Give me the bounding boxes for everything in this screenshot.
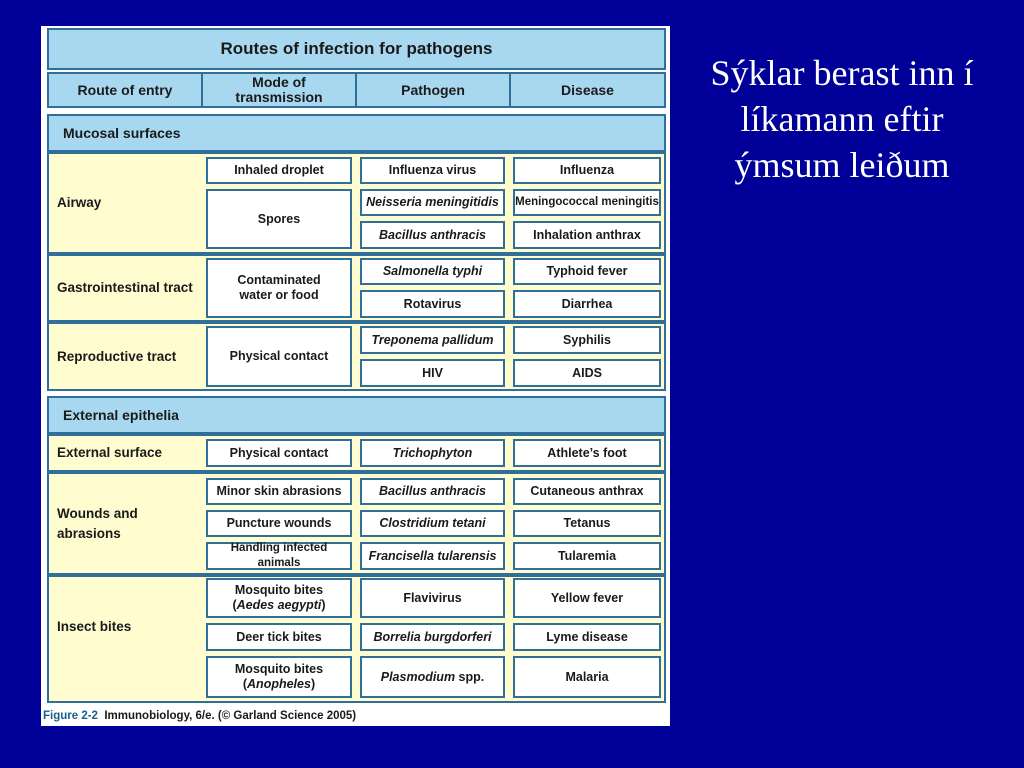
mode-minor-skin-abrasions: Minor skin abrasions: [206, 478, 352, 505]
route-reproductive-tract: Reproductive tract: [57, 348, 177, 364]
mode-physical-contact-external: Physical contact: [206, 439, 352, 467]
caption-source: Immunobiology, 6/e. (© Garland Science 2005): [104, 710, 357, 722]
pathogen-bacillus-anthracis-wounds: Bacillus anthracis: [360, 478, 505, 505]
mode-contaminated-water: [206, 258, 352, 318]
pathogen-francisella-tularensis: Francisella tularensis: [360, 542, 505, 570]
disease-athletes-foot: Athlete’s foot: [513, 439, 661, 467]
mode-mosquito-aedes-main: Mosquito bites: [234, 583, 324, 597]
pathogen-flavivirus: Flavivirus: [360, 578, 505, 618]
disease-lyme-disease: Lyme disease: [513, 623, 661, 651]
disease-influenza: Influenza: [513, 157, 661, 184]
mode-inhaled-droplet: Inhaled droplet: [206, 157, 352, 184]
pathogen-plasmodium-genus: Plasmodium: [380, 669, 456, 684]
pathogen-plasmodium-text: [381, 670, 485, 685]
mode-mosquito-anopheles-main: Mosquito bites: [234, 662, 324, 676]
disease-typhoid-fever: Typhoid fever: [513, 258, 661, 285]
section-mucosal-surfaces: Mucosal surfaces: [47, 114, 666, 152]
mode-physical-contact-reproductive: Physical contact: [206, 326, 352, 387]
column-header-pathogen: Pathogen: [355, 72, 511, 108]
column-header-route: Route of entry: [47, 72, 203, 108]
disease-cutaneous-anthrax: Cutaneous anthrax: [513, 478, 661, 505]
pathogen-hiv: HIV: [360, 359, 505, 387]
mode-mosquito-aedes-text: Mosquito bites (Aedes aegypti): [232, 583, 326, 612]
column-header-disease: Disease: [509, 72, 666, 108]
mode-spores: Spores: [206, 189, 352, 249]
pathogen-influenza-virus: Influenza virus: [360, 157, 505, 184]
column-header-mode: [201, 72, 357, 108]
mode-mosquito-bites-aedes: [206, 578, 352, 618]
pathogen-borrelia-burgdorferi: Borrelia burgdorferi: [360, 623, 505, 651]
mode-mosquito-anopheles-text: Mosquito bites (Anopheles): [234, 662, 324, 691]
pathogen-plasmodium: [360, 656, 505, 698]
figure-title: Routes of infection for pathogens: [47, 28, 666, 70]
disease-meningococcal-meningitis: Meningococcal meningitis: [513, 189, 661, 216]
pathogen-treponema-pallidum: Treponema pallidum: [360, 326, 505, 354]
mode-contaminated-water-text: Contaminated water or food: [237, 273, 321, 302]
routes-of-infection-figure: [41, 26, 670, 726]
route-insect-bites: Insect bites: [57, 619, 132, 634]
mode-mosquito-bites-anopheles: [206, 656, 352, 698]
mode-handling-infected-animals: Handling infected animals: [206, 542, 352, 570]
route-wounds-and-abrasions: [49, 474, 197, 573]
route-airway: Airway: [57, 195, 102, 210]
figure-caption: [43, 710, 356, 722]
disease-diarrhea: Diarrhea: [513, 290, 661, 318]
mode-deer-tick-bites: Deer tick bites: [206, 623, 352, 651]
pathogen-trichophyton: Trichophyton: [360, 439, 505, 467]
pathogen-rotavirus: Rotavirus: [360, 290, 505, 318]
column-header-mode-text: Mode of transmission: [235, 74, 323, 105]
mode-mosquito-aedes-species: Aedes aegypti: [236, 598, 322, 612]
disease-inhalation-anthrax: Inhalation anthrax: [513, 221, 661, 249]
disease-syphilis: Syphilis: [513, 326, 661, 354]
pathogen-bacillus-anthracis-airway: Bacillus anthracis: [360, 221, 505, 249]
disease-aids: AIDS: [513, 359, 661, 387]
caption-figure-number: Figure 2-2: [43, 710, 98, 722]
route-wounds-text: Wounds and abrasions: [57, 505, 138, 541]
disease-yellow-fever: Yellow fever: [513, 578, 661, 618]
disease-tetanus: Tetanus: [513, 510, 661, 537]
pathogen-salmonella-typhi: Salmonella typhi: [360, 258, 505, 285]
pathogen-clostridium-tetani: Clostridium tetani: [360, 510, 505, 537]
mode-puncture-wounds: Puncture wounds: [206, 510, 352, 537]
section-external-epithelia: External epithelia: [47, 396, 666, 434]
disease-malaria: Malaria: [513, 656, 661, 698]
mode-mosquito-anopheles-species: Anopheles: [247, 677, 311, 691]
pathogen-plasmodium-suffix: spp.: [458, 669, 485, 684]
pathogen-neisseria-meningitidis: Neisseria meningitidis: [360, 189, 505, 216]
disease-tularemia: Tularemia: [513, 542, 661, 570]
route-external-surface: External surface: [57, 445, 163, 460]
slide-title: Sýklar berast inn í líkamann eftir ýmsum leiðum: [710, 53, 974, 185]
route-gastrointestinal-tract: Gastrointestinal tract: [57, 280, 193, 295]
